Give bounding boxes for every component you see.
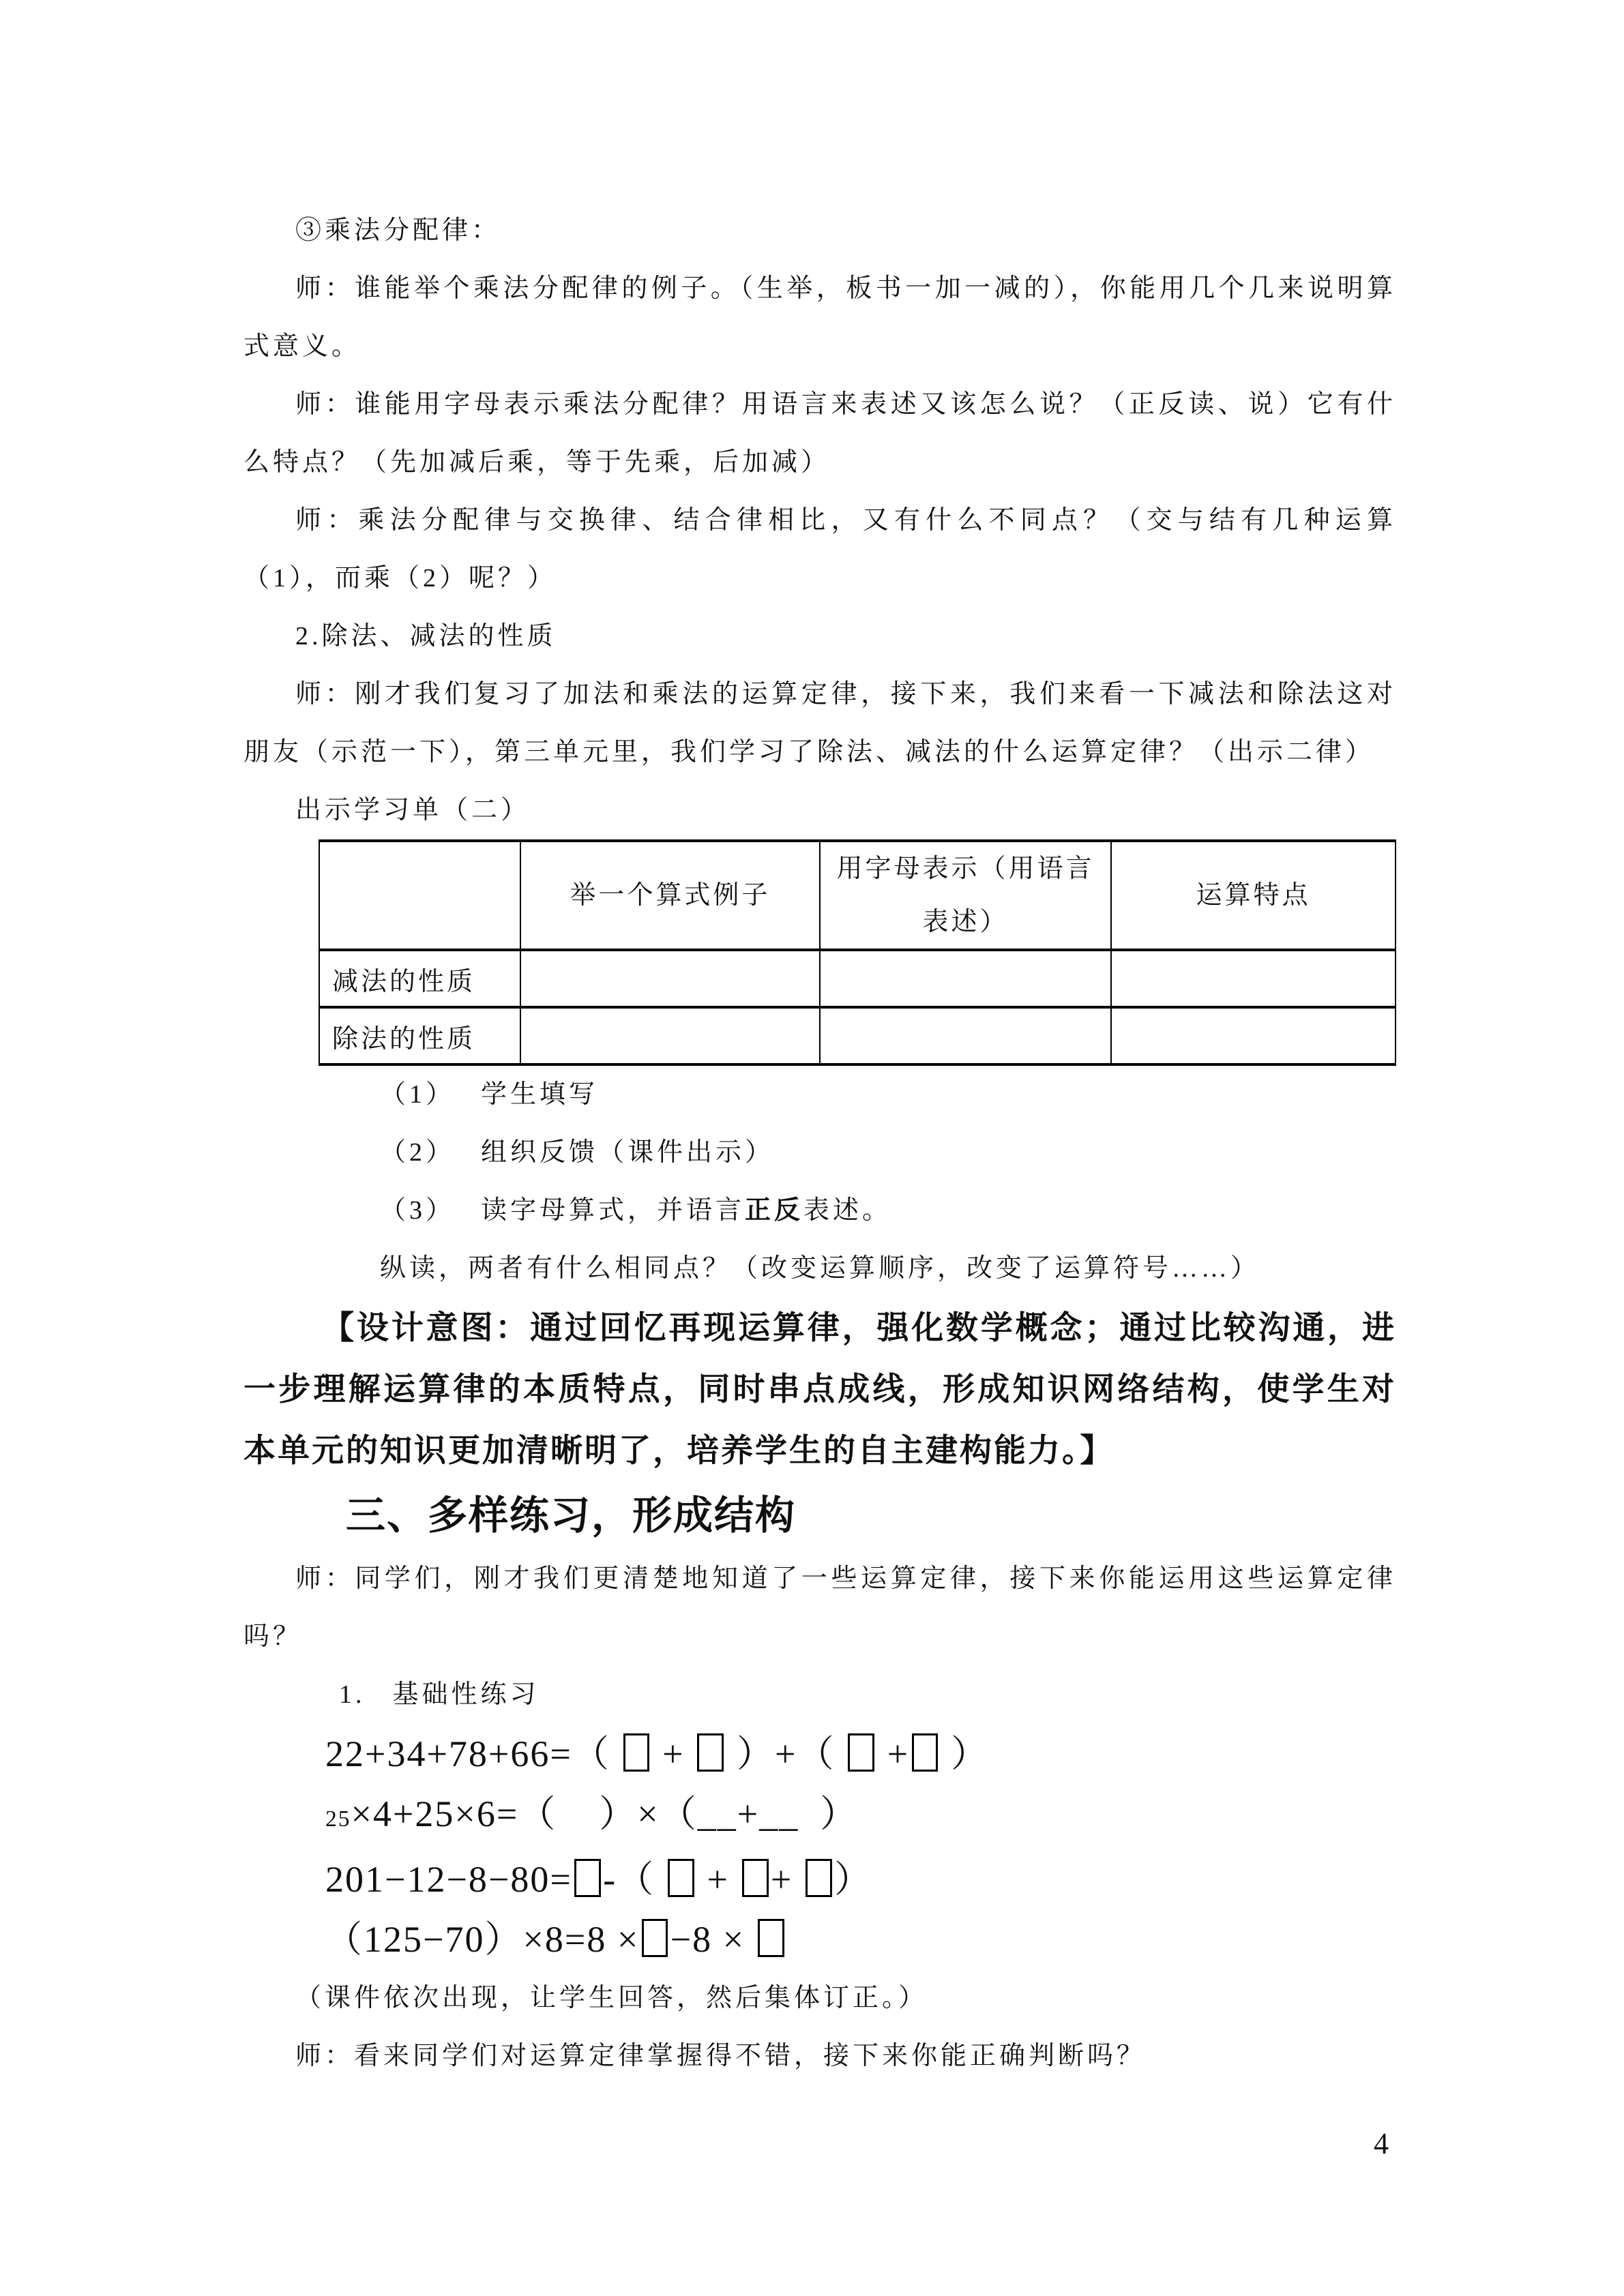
row-label-subtraction: 减法的性质 [319, 950, 520, 1007]
paragraph-teacher-example: 师：谁能举个乘法分配律的例子。（生举，板书一加一减的），你能用几个几来说明算式意义。 [243, 274, 1396, 361]
table-header-row [319, 841, 1396, 950]
step-item-3 [380, 1182, 1396, 1240]
paragraph-teacher-review: 师：刚才我们复习了加法和乘法的运算定律，接下来，我们来看一下减法和除法这对朋友（示范一下），第三单元里，我们学习了除法、减法的什么运算定律？（出示二律） [243, 680, 1396, 766]
vertical-reading-note: 纵读，两者有什么相同点？（改变运算顺序，改变了运算符号……） [380, 1254, 1260, 1283]
table-cell [520, 1007, 820, 1064]
step-text-bold: 正反 [745, 1196, 804, 1225]
design-intent-block: 【设计意图：通过回忆再现运算律，强化数学概念；通过比较沟通，进一步理解运算律的本质特点，同时串点成线，形成知识网络结构，使学生对本单元的知识更加清晰明了，培养学生的自主建构能力。】 [243, 1311, 1396, 1469]
step-text: 组织反馈（课件出示） [481, 1138, 775, 1167]
table-cell [1111, 1007, 1396, 1064]
step-number: （2） [380, 1138, 456, 1167]
equation-text: ×4+25×6=（ ）×（__+__ ） [351, 1793, 859, 1834]
answer-box-icon [574, 1859, 601, 1896]
answer-box-icon [742, 1859, 769, 1896]
answer-box-icon [758, 1919, 784, 1956]
equation-text: （125−70）×8=8 × −8 × [325, 1919, 786, 1960]
step-number: （3） [380, 1196, 456, 1225]
table-row-subtraction [319, 950, 1396, 1007]
exercise-number: 1. [339, 1680, 366, 1709]
section-heading: 三、多样练习，形成结构 [346, 1493, 797, 1538]
table-cell [520, 950, 820, 1007]
equation-4 [325, 1909, 1396, 1969]
paragraph-teacher-judge: 师：看来同学们对运算定律掌握得不错，接下来你能正确判断吗？ [295, 2042, 1147, 2070]
answer-box-icon [848, 1733, 874, 1771]
page-number: 4 [1374, 2127, 1389, 2160]
paragraph-show-worksheet: 出示学习单（二） [295, 796, 531, 824]
table-header-empty [319, 841, 520, 950]
step-item-1 [380, 1066, 1396, 1124]
paragraph-teacher-compare: 师：乘法分配律与交换律、结合律相比，又有什么不同点？（交与结有几种运算（1），而乘（2）呢？） [243, 506, 1396, 593]
answer-box-icon [697, 1733, 724, 1771]
step-text: 学生填写 [481, 1080, 599, 1109]
step-text: 表述。 [803, 1196, 892, 1225]
answer-box-icon [642, 1919, 668, 1956]
table-header-operation-feature: 运算特点 [1111, 841, 1396, 950]
paragraph-teacher-apply: 师：同学们，刚才我们更清楚地知道了一些运算定律，接下来你能运用这些运算定律吗？ [243, 1564, 1396, 1651]
table-cell [820, 1007, 1112, 1064]
answer-box-icon [912, 1733, 939, 1771]
answer-box-icon [806, 1859, 832, 1896]
exercise-title-line [339, 1666, 1396, 1724]
exercise-note: （课件依次出现，让学生回答，然后集体订正。） [295, 1984, 928, 2012]
paragraph-teacher-letters: 师：谁能用字母表示乘法分配律？用语言来表述又该怎么说？（正反读、说）它有什么特点？（先加减后乘，等于先乘，后加减） [243, 390, 1396, 477]
equation-text: 201−12−8−80= -（ + + ） [325, 1859, 873, 1900]
equation-1 [325, 1724, 1396, 1784]
table-header-example: 举一个算式例子 [520, 841, 820, 950]
paragraph-multiplication-distributive-law: ③乘法分配律： [295, 216, 501, 245]
step-number: （1） [380, 1080, 456, 1109]
equation-2 [325, 1784, 1396, 1849]
answer-box-icon [623, 1733, 650, 1771]
paragraph-section-2-title: 2.除法、减法的性质 [295, 622, 557, 651]
row-label-division: 除法的性质 [319, 1007, 520, 1064]
table-header-letter-expression: 用字母表示（用语言表述） [820, 841, 1112, 950]
equation-3 [325, 1849, 1396, 1909]
step-text: 读字母算式，并语言 [481, 1196, 745, 1225]
answer-box-icon [668, 1859, 694, 1896]
table-cell [820, 950, 1112, 1007]
equation-text: 22+34+78+66=（ + ）+（ + ） [325, 1733, 990, 1774]
step-item-2 [380, 1124, 1396, 1182]
worksheet-table [319, 839, 1396, 1066]
table-row-division [319, 1007, 1396, 1064]
equation-small-number: 25 [325, 1806, 351, 1832]
exercise-title: 基础性练习 [392, 1680, 540, 1709]
page-content [243, 202, 1396, 2085]
table-cell [1111, 950, 1396, 1007]
